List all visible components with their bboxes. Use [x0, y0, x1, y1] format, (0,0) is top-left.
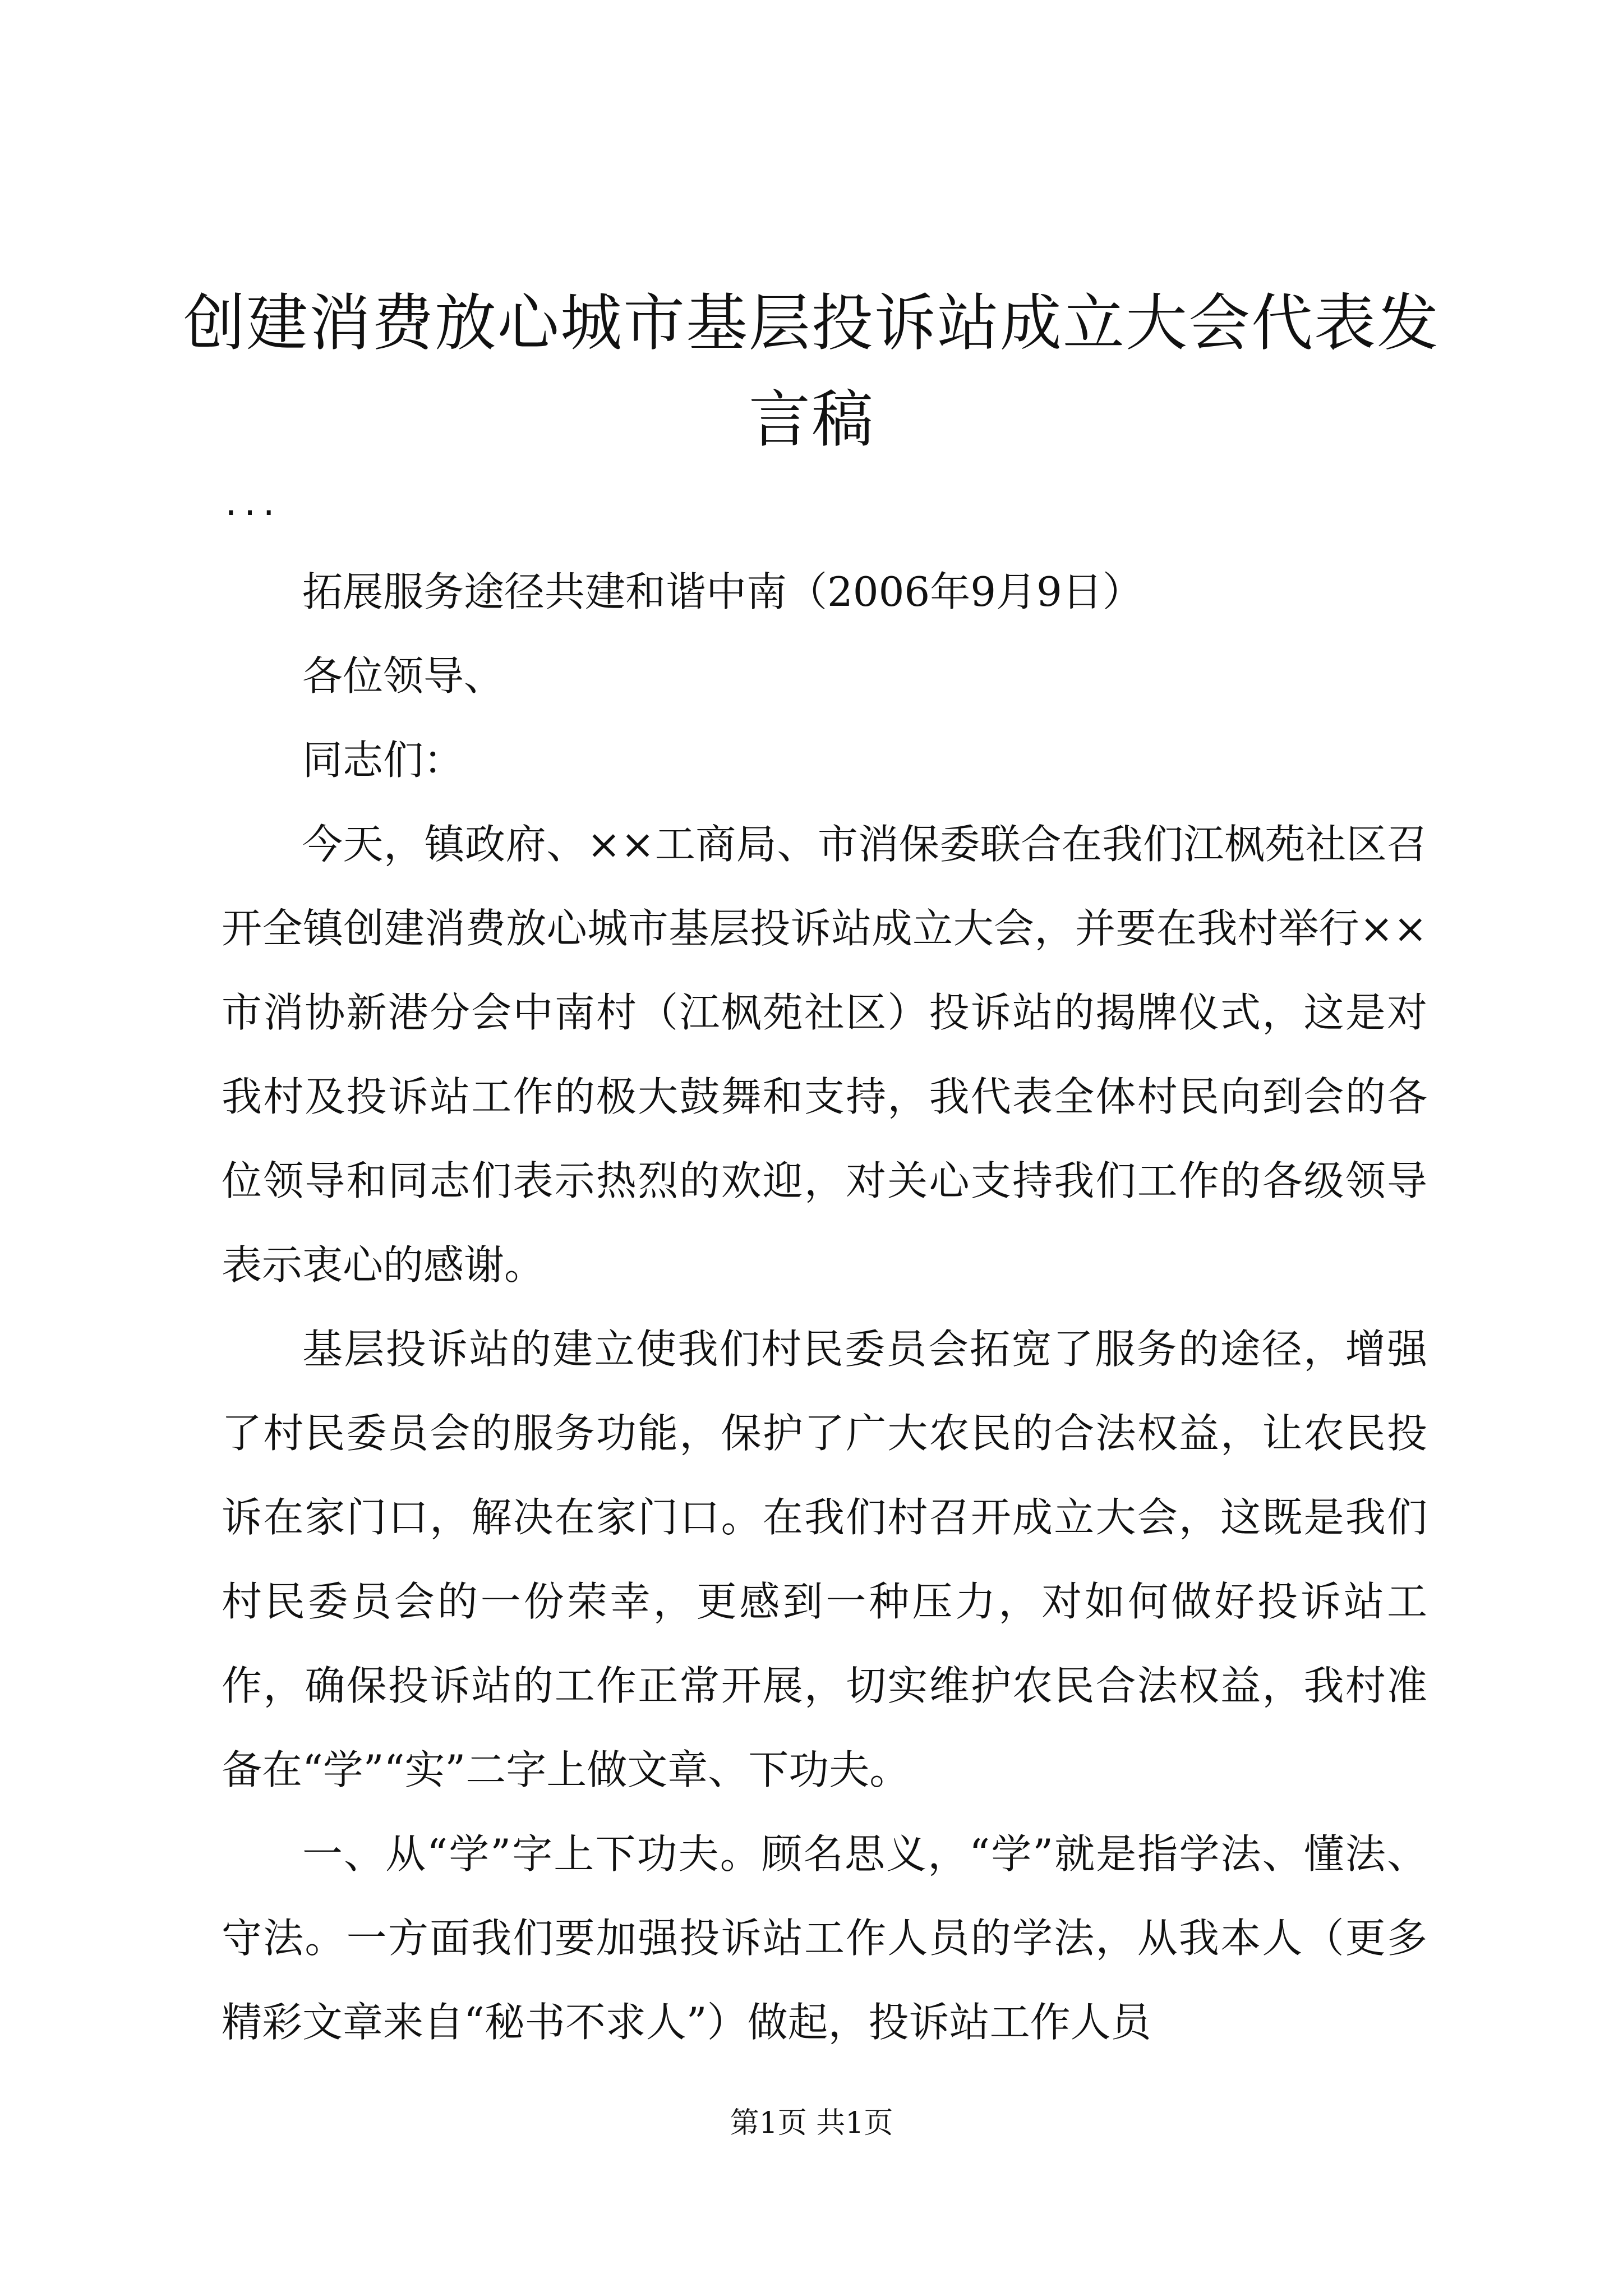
salutation-line-1: 各位领导、 — [302, 652, 505, 700]
subtitle-line: 拓展服务途径共建和谐中南（2006年9月9日） — [302, 568, 1143, 615]
body-paragraph-3: 一、从“学”字上下功夫。顾名思义，“学”就是指学法、懂法、守法。一方面我们要加强投诉站工作人员的学法，从我本人（更多精彩文章来自“秘书不求人”）做起，投诉站工作人员 — [222, 1830, 1427, 2046]
document-body — [222, 477, 1427, 2064]
page-footer: 第1页 共1页 — [730, 2106, 893, 2140]
document-title: 创建消费放心城市基层投诉站成立大会代表发言稿 — [183, 287, 1440, 455]
salutation-line-2: 同志们： — [302, 737, 464, 784]
body-paragraph-1: 今天，镇政府、××工商局、市消保委联合在我们江枫苑社区召开全镇创建消费放心城市基层投诉站成立大会，并要在我村举行××市消协新港分会中南村（江枫苑社区）投诉站的揭牌仪式，这是对我村及投诉站工作的极大鼓舞和支持，我代表全体村民向到会的各位领导和同志们表示热烈的欢迎，对关心支持我们工作的各级领导表示衷心的感谢。 — [222, 821, 1427, 1289]
body-paragraph-2: 基层投诉站的建立使我们村民委员会拓宽了服务的途径，增强了村民委员会的服务功能，保护了广大农民的合法权益，让农民投诉在家门口，解决在家门口。在我们村召开成立大会，这既是我们村民委员会的一份荣幸，更感到一种压力，对如何做好投诉站工作，确保投诉站的工作正常开展，切实维护农民合法权益，我村准备在“学”“实”二字上做文章、下功夫。 — [222, 1326, 1427, 1793]
ellipsis-marker: ... — [222, 486, 279, 523]
